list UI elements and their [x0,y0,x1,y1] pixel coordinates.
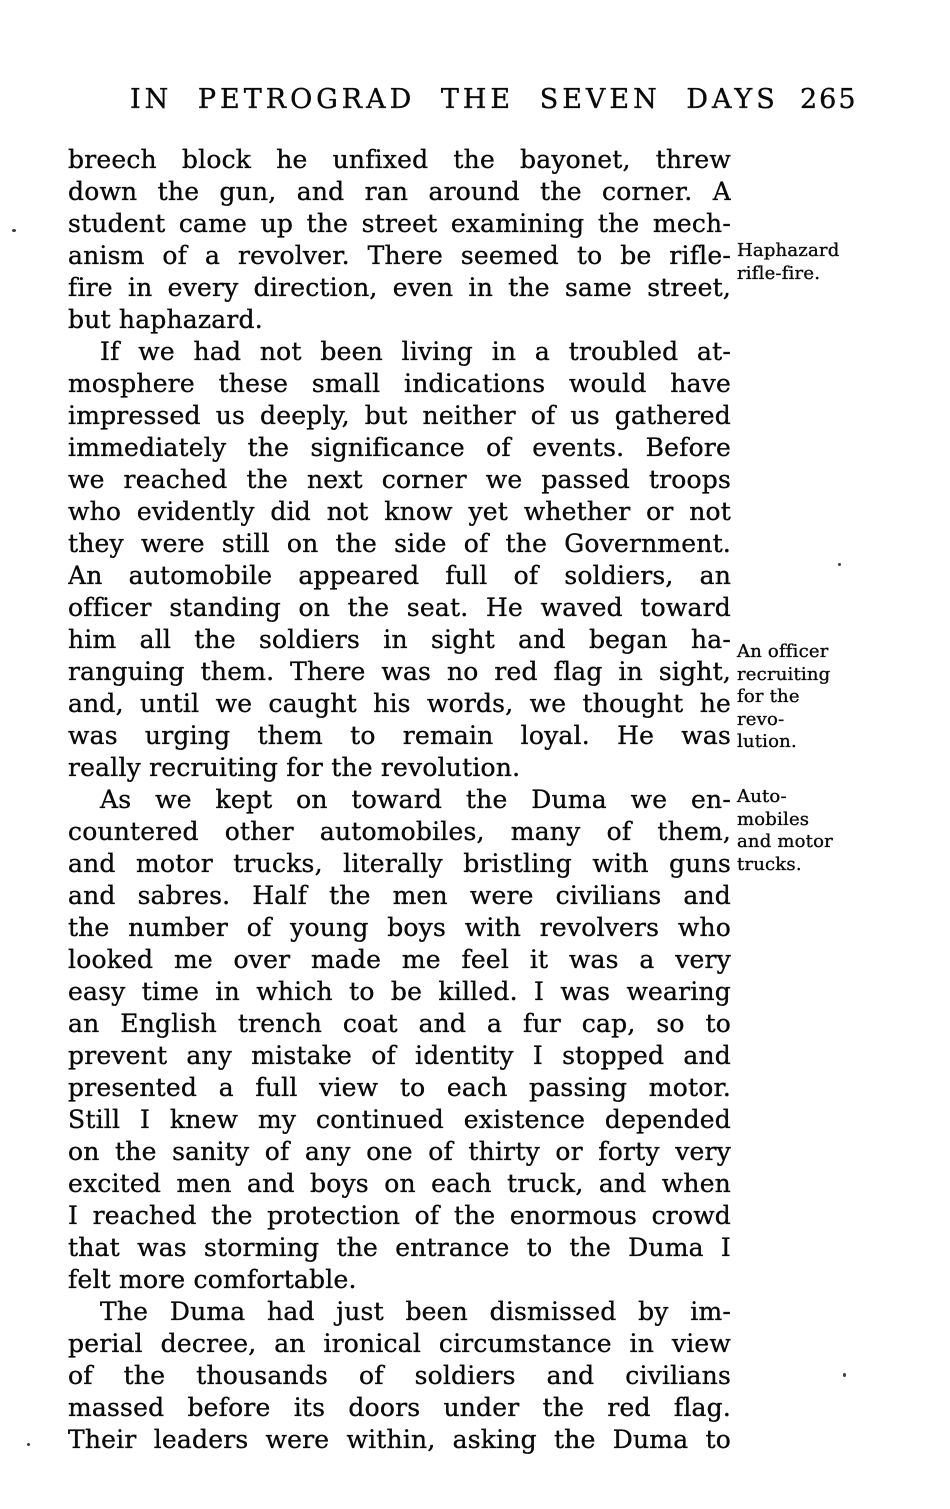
margin-note-haphazard-rifle-fire [737,240,887,285]
margin-note-line: revo- [737,708,785,730]
text-line: felt more comfortable. [68,1265,357,1294]
text-line: presented a full view to each passing motor. [68,1073,731,1102]
text-line: and sabres. Half the men were civilians and [68,881,731,910]
running-head [0,84,950,124]
text-line: breech block he unfixed the bayonet, threw [68,145,731,174]
text-line: him all the soldiers in sight and began ha- [68,625,731,654]
margin-note-line: rifle-fire. [737,262,821,284]
text-line: looked me over made me feel it was a very [68,945,731,974]
text-line: mosphere these small indications would have [68,369,731,398]
text-line: who evidently did not know yet whether or not [68,497,731,526]
margin-note-line: for the [737,686,800,707]
text-line: officer standing on the seat. He waved toward [68,593,731,622]
text-line: excited men and boys on each truck, and when [68,1169,731,1198]
text-line: If we had not been living in a troubled at- [100,337,731,366]
text-line: anism of a revolver. There seemed to be rifle- [68,241,731,270]
text-line: student came up the street examining the mech- [68,209,731,238]
margin-note-line: mobiles [737,808,810,830]
text-line: we reached the next corner we passed troops [68,465,731,494]
margin-note-line: An officer [737,641,829,662]
text-line: The Duma had just been dismissed by im- [100,1297,731,1326]
margin-note-line: trucks. [737,853,802,875]
text-line: Their leaders were within, asking the Duma to [68,1425,731,1454]
scan-speck [12,229,16,232]
text-line: but haphazard. [68,305,263,334]
text-line: was urging them to remain loyal. He was [68,721,731,750]
text-line: an English trench coat and a fur cap, so to [68,1009,731,1038]
text-line: and motor trucks, literally bristling with guns [68,849,731,878]
text-line: massed before its doors under the red flag. [68,1393,731,1422]
body-text-column [68,144,731,1456]
text-line: impressed us deeply, but neither of us gathered [68,401,731,430]
running-head-title: IN PETROGRAD THE SEVEN DAYS [130,84,779,115]
text-line: I reached the protection of the enormous crowd [68,1201,731,1230]
text-line: Still I knew my continued existence depended [68,1105,731,1134]
text-line: immediately the significance of events. Before [68,433,731,462]
margin-note-officer-recruiting [737,641,887,754]
scan-speck [838,563,841,566]
text-line: the number of young boys with revolvers who [68,913,731,942]
scan-speck [843,1373,846,1377]
margin-note-line: and motor [737,831,833,852]
text-line: An automobile appeared full of soldiers, an [68,561,731,590]
text-line: that was storming the entrance to the Duma I [68,1233,731,1262]
text-line: ranguing them. There was no red flag in sight, [68,657,731,686]
text-line: countered other automobiles, many of them, [68,817,731,846]
text-line: perial decree, an ironical circumstance in view [68,1329,731,1358]
text-line: prevent any mistake of identity I stopped and [68,1041,731,1070]
page-number: 265 [800,84,858,115]
text-line: easy time in which to be killed. I was wearing [68,977,731,1006]
text-line: down the gun, and ran around the corner. A [68,177,731,206]
text-line: fire in every direction, even in the same street, [68,273,731,302]
text-line: As we kept on toward the Duma we en- [100,785,731,814]
margin-note-line: recruiting [737,663,831,685]
text-line: of the thousands of soldiers and civilians [68,1361,731,1390]
margin-note-line: lution. [737,731,797,752]
text-line: they were still on the side of the Government. [68,529,731,558]
margin-note-line: Haphazard [737,240,840,261]
scan-speck [27,1443,30,1446]
margin-note-line: Auto- [737,786,787,807]
margin-note-automobiles-trucks [737,786,887,876]
text-line: and, until we caught his words, we thought he [68,689,731,718]
text-line: on the sanity of any one of thirty or forty very [68,1137,731,1166]
text-line: really recruiting for the revolution. [68,753,521,782]
